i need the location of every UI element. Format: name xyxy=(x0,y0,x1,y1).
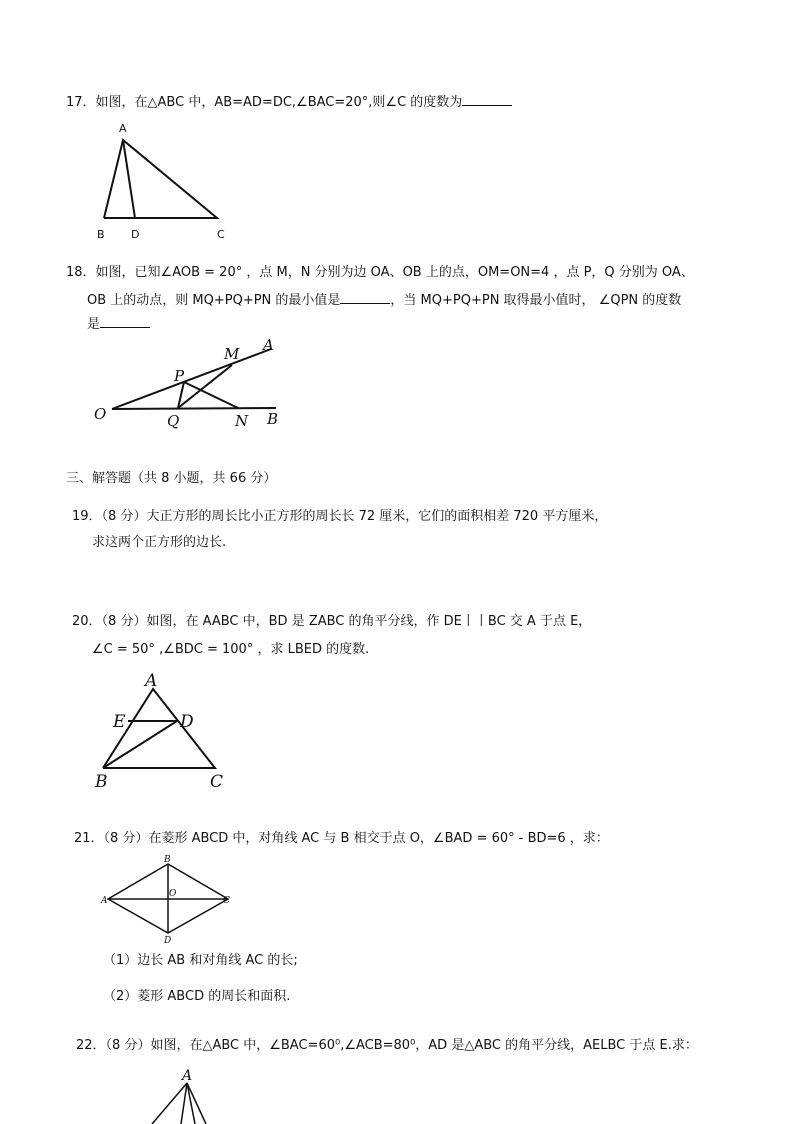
q18-line3-text: 是 xyxy=(87,317,101,332)
q17-prompt: 17．如图，在△ABC 中，AB=AD=DC,∠BAC=20°,则∠C 的度数为 xyxy=(66,95,463,110)
q17-label-a: A xyxy=(119,122,127,135)
q20-line2: ∠C = 50° ,∠BDC = 100° ，求 LBED 的度数. xyxy=(92,642,370,657)
q18-label-m: M xyxy=(224,345,240,363)
q21-label-a: A xyxy=(101,896,108,906)
q18-label-n: N xyxy=(235,412,249,430)
q22-line1: 22．（8 分）如图，在△ABC 中，∠BAC=60⁰,∠ACB=80⁰，AD 是△ABC 的角平分线，AELBC 于点 E.求： xyxy=(76,1038,698,1053)
q18-label-p: P xyxy=(174,367,185,385)
q19-line2: 求这两个正方形的边长. xyxy=(92,535,227,550)
q22-side-ac xyxy=(187,1083,206,1124)
q20-label-c: C xyxy=(210,772,224,792)
q21-sub1: （1）边长 AB 和对角线 AC 的长; xyxy=(103,953,298,968)
q21-label-d: D xyxy=(164,936,172,946)
q21-sub2: （2）菱形 ABCD 的周长和面积. xyxy=(103,989,291,1004)
q18-label-a: A xyxy=(263,336,274,354)
q18-line1: 18．如图，已知∠AOB = 20° ，点 M，N 分别为边 OA、OB 上的点，OM=ON=4 ，点 P，Q 分别为 OA、 xyxy=(66,265,694,280)
q20-line1: 20．（8 分）如图，在 AABC 中，BD 是 ZABC 的角平分线，作 DE丨丨BC 交 A 于点 E， xyxy=(72,614,592,629)
q20-label-b: B xyxy=(95,772,108,792)
section-heading: 三、解答题（共 8 小题，共 66 分） xyxy=(66,471,277,486)
q21-label-b: B xyxy=(164,855,171,865)
q20-label-d: D xyxy=(180,712,194,732)
q17-label-d: D xyxy=(131,228,140,241)
q21-label-c: C xyxy=(223,896,230,906)
q18-line2-part-b: ，当 MQ+PQ+PN 取得最小值时， ∠QPN 的度数 xyxy=(390,293,682,308)
q22-segment-ad xyxy=(187,1083,195,1124)
q22-label-a: A xyxy=(182,1068,193,1084)
q18-line2-part-a: OB 上的动点，则 MQ+PQ+PN 的最小值是 xyxy=(87,293,341,308)
q21-label-o: O xyxy=(169,889,177,899)
q18-label-q: Q xyxy=(167,412,180,430)
q17-label-c: C xyxy=(217,228,225,241)
q20-label-e: E xyxy=(113,712,126,732)
q20-label-a: A xyxy=(145,671,158,691)
q17-label-b: B xyxy=(97,228,105,241)
q19-line1: 19．（8 分）大正方形的周长比小正方形的周长长 72 厘米，它们的面积相差 720 平方厘米， xyxy=(72,509,608,524)
q18-label-o: O xyxy=(94,405,107,423)
q21-line1: 21．（8 分）在菱形 ABCD 中，对角线 AC 与 B 相交于点 O，∠BAD = 60° - BD=6 ，求： xyxy=(74,831,609,846)
q18-label-b: B xyxy=(267,410,279,428)
